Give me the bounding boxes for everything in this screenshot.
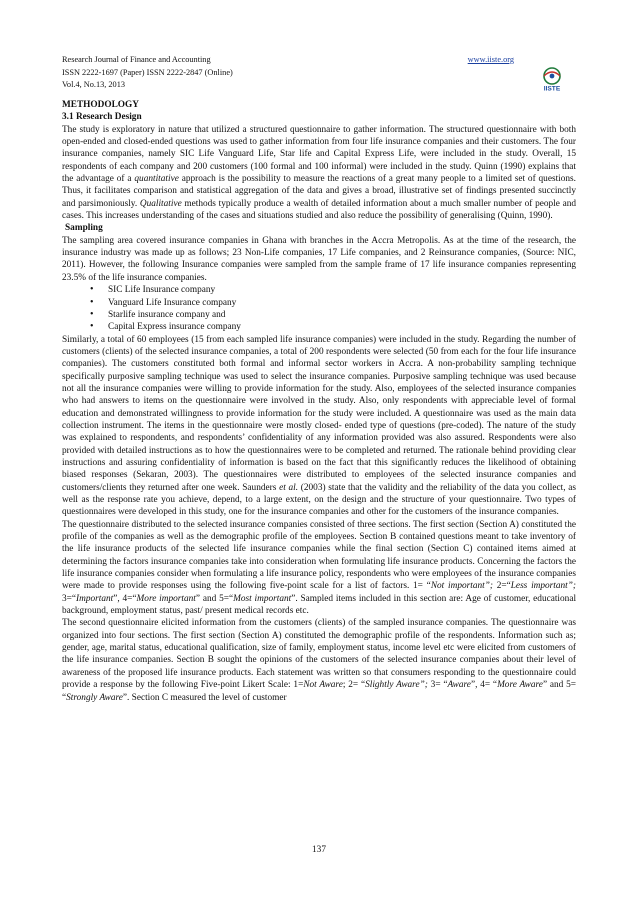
sampling-method-paragraph: Similarly, a total of 60 employees (15 from each sampled life insurance companies) were included in the study. Regarding the number of customers (clients) of the selected insurance companies, a total of 200 respondents were selected (50 from each for the four life insurance companies). The customers constituted both formal and informal sector workers in Accra. A non-probability sampling technique specifically purposive sampling technique was used to select the insurance companies. Purposive sampling technique was used because not all the insurance companies were willing to provide information for the study. Also, employees of the selected insurance companies who had answers to items on the questionnaire were involved in the study. Also, only respondents with appreciable level of formal education and demonstrated willingness to provide information for the study were included. A questionnaire was used as the main data collection instrument. The items in the questionnaire were mostly closed- ended type of questions (pre-coded). The nature of the study was explained to respondents, and respondents’ confidentiality of any information provided was also assured. Respondents were also provided with detailed instructions as to how the questionnaires were to be completed and returned. The rationale behind providing clear instructions and assuring confidentiality of information is based on the fact that this significantly reduces the likelihood of obtaining biased responses (Sekaran, 2003). The questionnaires were distributed to employees of the selected insurance companies and customers/clients they returned after one week. Saunders et al. (2003) state that the validity and the reliability of the data you collect, as well as the response rate you achieve, depend, to a large extent, on the design and the structure of your questionnaire. Two types of questionnaires were developed in this study, one for the insurance companies and other for the customers of the insurance companies. [62, 334, 576, 518]
article-body [62, 99, 576, 704]
list-item: • Vanguard Life Insurance company [90, 297, 576, 309]
list-item: • SIC Life Insurance company [90, 284, 576, 296]
emphasis-et-al: et al. [279, 482, 299, 493]
list-item: • Starlife insurance company and [90, 309, 576, 321]
issn-line: ISSN 2222-1697 (Paper) ISSN 2222-2847 (Online) [62, 67, 233, 77]
scale-label: Most important [233, 593, 292, 604]
subsection-heading: 3.1 Research Design [62, 112, 142, 123]
running-header [62, 54, 576, 92]
scale-label: Strongly Aware [66, 692, 123, 703]
iiste-logo [535, 66, 569, 92]
scale-label: Not Aware [303, 680, 343, 691]
emphasis-qualitative: Qualitative [139, 198, 182, 209]
scale-label: Aware [447, 680, 471, 691]
scale-label: Important [76, 593, 114, 604]
scale-label: More Aware [497, 680, 543, 691]
scale-label: Slightly Aware”; [365, 680, 428, 691]
volume-line: Vol.4, No.13, 2013 [62, 80, 125, 89]
company-list [62, 284, 576, 333]
company-questionnaire-paragraph: The questionnaire distributed to the selected insurance companies consisted of three sections. The first section (Section A) constituted the profile of the companies as well as the demographic profile of the employees. Section B contained questions meant to take inventory of the life insurance products of the selected life insurance companies while the final section (Section C) contained items aimed at determining the factors insurance companies take into consideration when formulating life insurance products. Concerning the factors the life insurance companies consider when formulating a life insurance policy, respondents who were employees of the insurance companies were made to provide responses using the following five-point scale for a list of factors. 1= “Not important”; 2=“Less important”; 3=“Important”, 4=“More important” and 5=“Most important”. Sampled items included in this section are: Age of customer, educational background, employment status, past/ present medical records etc. [62, 519, 577, 617]
page-number: 137 [312, 845, 326, 855]
scale-label: Not important”; [430, 581, 493, 592]
customer-questionnaire-paragraph: The second questionnaire elicited information from the customers (clients) of the sampled insurance companies. The questionnaire was organized into four sections. The first section (Section A) constituted the demographic profile of the respondents. Information such as; gender, age, marital status, educational qualification, size of family, employment status, income level etc were elicited from customers of the life insurance companies. Section B sought the opinions of the customers of the selected insurance companies about their level of awareness of the proposed life insurance products. Each statement was written so that consumers responding to the questionnaire could provide a response by the following Five-point Likert Scale: 1=Not Aware; 2= “Slightly Aware”; 3= “Aware”, 4= “More Aware” and 5= “Strongly Aware”. Section C measured the level of customer [62, 618, 577, 703]
journal-name: Research Journal of Finance and Accounting [62, 55, 211, 64]
sampling-intro-paragraph: The sampling area covered insurance companies in Ghana with branches in the Accra Metropolis. As at the time of the research, the insurance industry was made up as follows; 23 Non-Life companies, 17 Life companies, and 2 Reinsurance companies, (Source: NIC, 2011). However, the following Insurance companies were sampled from the sample frame of 17 life insurance companies representing 23.5% of the life insurance companies. [62, 235, 576, 283]
logo-text: IISTE [543, 85, 561, 92]
section-heading: METHODOLOGY [62, 100, 139, 110]
list-item: • Capital Express insurance company [90, 321, 576, 333]
scale-label: More important [136, 593, 196, 604]
journal-url[interactable]: www.iiste.org [467, 55, 514, 64]
research-design-paragraph: The study is exploratory in nature that utilized a structured questionnaire to gather information. The structured questionnaire with both open-ended and closed-ended questions was used to gather information from four life insurance companies and their customers. The four insurance companies, namely SIC Life Vanguard Life, Star life and Capital Express Life, were included in the study. Overall, 15 respondents of each company and 200 customers (100 formal and 100 informal) were included in the study. Quinn (1990) explains that the advantage of a quantitative approach is the possibility to measure the reactions of a great many people to a limited set of questions. Thus, it facilitates comparison and statistical aggregation of the data and gives a broad, illustrative set of findings presented succinctly and parsimoniously. Qualitative methods typically produce a wealth of detailed information about a much smaller number of people and cases. This increases understanding of the cases and situations studied and also reduce the possibility of generalising (Quinn, 1990). [62, 124, 576, 222]
scale-label: Less important”; [510, 581, 577, 592]
sampling-heading: Sampling [65, 223, 103, 234]
emphasis-quantitative: quantitative [134, 174, 179, 185]
